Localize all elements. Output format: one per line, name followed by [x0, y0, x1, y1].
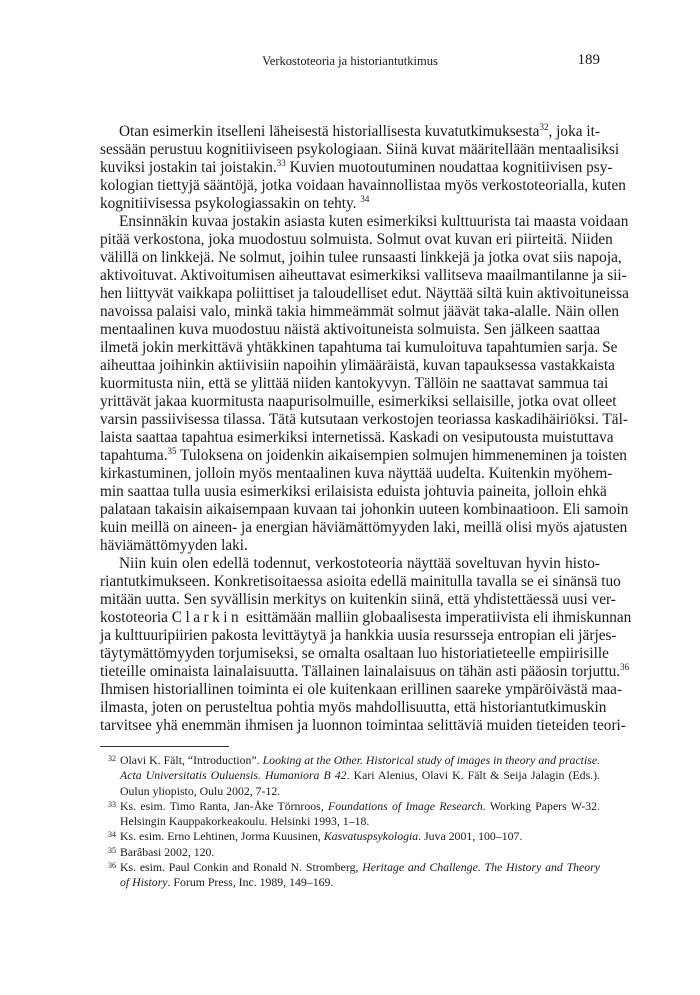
footnote-reference[interactable]: 36	[620, 662, 630, 672]
line-text: välillä on linkkejä. Ne solmut, joihin tulee runsaasti linkkejä ja jotka ovat siis napoja,	[100, 249, 622, 266]
footnote-reference[interactable]: 35	[167, 446, 177, 456]
text-line	[100, 339, 618, 357]
footnote-line	[120, 814, 600, 829]
line-text: ilmasta, joten on perusteltua pohtia myös mahdollisuutta, että historiantutkimuskin	[100, 699, 607, 716]
text-line	[100, 158, 613, 177]
line-text: laista saattaa tapahtua esimerkiksi internetissä. Kaskadi on vesiputousta muistuttava	[100, 429, 614, 446]
line-text: min saattaa tulla uusia esimerkiksi erilaisista eduista johtuvia paineita, jolloin ehkä	[100, 483, 607, 500]
citation-text: Ks. esim. Paul Conkin and Ronald N. Stromberg,	[120, 860, 363, 875]
footnote-separator	[100, 746, 229, 747]
footnote-line	[120, 875, 600, 890]
citation-text: Ks. esim. Erno Lehtinen, Jorma Kuusinen,	[120, 829, 324, 844]
footnote-number: 36	[108, 861, 116, 871]
line-text: häviämättömyyden laki.	[100, 537, 248, 554]
citation-text: Olavi K. Fält, “Introduction”.	[120, 753, 263, 767]
text-line	[100, 555, 600, 573]
footnote-number: 34	[108, 830, 116, 840]
footnote-33	[100, 799, 600, 830]
text-line	[100, 231, 613, 249]
line-text: pitää verkostona, joka muodostuu solmuista. Solmut ovat kuvan eri piirteitä. Niiden	[100, 231, 613, 248]
line-text: kologian tiettyjä sääntöjä, jotka voidaan havainnollistaa myös verkostoteorialla, kuten	[100, 177, 626, 194]
line-text: mentaalinen kuva muodostuu näistä aktivoituneista solmuista. Sen jälkeen saattaa	[100, 321, 601, 338]
line-text: kostoteoria	[100, 609, 172, 626]
text-line	[100, 177, 626, 195]
line-text: Niin kuin olen edellä todennut, verkostoteoria näyttää soveltuvan hyvin histo-	[119, 555, 600, 572]
footnote-32	[100, 753, 600, 799]
spaced-name: Clarkin	[171, 609, 243, 626]
citation-text: Ks. esim. Timo Ranta, Jan-Åke Törnroos,	[120, 798, 329, 813]
citation-title: Kasvatuspsykologia	[323, 829, 419, 844]
citation-text: . Forum Press, Inc. 1989, 149–169.	[167, 875, 334, 890]
line-text: palataan takaisin aikaisempaan kuvaan tai johonkin uuteen kombinaatioon. Eli samoin	[100, 501, 629, 518]
text-line	[100, 195, 600, 213]
footnotes	[100, 753, 600, 891]
footnote-line	[120, 860, 600, 875]
text-line	[100, 446, 627, 465]
text-line	[100, 321, 600, 339]
text-line	[100, 141, 620, 159]
line-text: hen liittyvät vaikkapa poliittiset ja taloudelliset edut. Näyttää siltä kuin aktivoituneissa	[100, 285, 629, 302]
citation-title: Foundations of Image Research.	[328, 798, 486, 813]
line-text: ja kulttuuripiirien pakosta levittäytyä ja hankkia uusia resursseja entropian eli järjes-	[100, 627, 617, 644]
text-line	[100, 285, 629, 303]
citation-text: . Juva 2001, 100–107.	[418, 829, 523, 844]
line-text: Kuvien muotoutuminen noudattaa kognitiivisen psy-	[285, 159, 613, 176]
line-text: kuviksi jostakin tai joistakin.	[100, 159, 277, 176]
text-line	[100, 483, 607, 501]
text-line	[100, 573, 621, 591]
citation-title: of History	[120, 875, 168, 890]
text-line	[100, 537, 600, 555]
footnote-number: 33	[108, 799, 116, 809]
running-title: Verkostoteoria ja historiantutkimus	[262, 54, 438, 68]
citation-title: Heritage and Challenge. The History and Theory	[362, 860, 601, 875]
footnote-reference[interactable]: 34	[360, 194, 370, 204]
text-line	[100, 375, 609, 393]
text-line	[100, 465, 613, 483]
line-text: täytymättömyyden torjumiseksi, se omalta osaltaan luo historiatieteelle empiirisille	[100, 645, 609, 662]
text-line	[100, 213, 629, 231]
line-text: mitään uutta. Sen syvällisin merkitys on kuitenkin siinä, että yhdistettäessä uusi ver-	[100, 591, 616, 608]
line-text: kuormitusta niin, että se ylittää niiden kantokyvyn. Tällöin ne saattavat sammua tai	[100, 375, 609, 392]
text-line	[100, 699, 607, 717]
line-text: kirkastuminen, jolloin myös mentaalinen kuva näyttää uudelta. Kuitenkin myöhem-	[100, 465, 613, 482]
text-line	[100, 411, 628, 429]
citation-text: Helsingin Kauppakorkeakoulu. Helsinki 1993, 1–18.	[120, 814, 370, 829]
citation-title: Acta Universitatis Ouluensis. Humaniora B 42	[120, 768, 347, 783]
line-text: tapahtuma.	[100, 447, 168, 464]
text-line	[100, 393, 617, 411]
text-line	[100, 267, 627, 285]
footnote-34	[100, 829, 600, 844]
line-text: , joka it-	[548, 123, 600, 140]
line-text: aiheuttaa joihinkin aktiivisiin napoihin ylimääräistä, kuvan tapauksessa vastakkaista	[100, 357, 615, 374]
footnote-35	[100, 845, 600, 860]
text-line	[100, 645, 609, 663]
citation-text: Oulun yliopisto, Oulu 2002, 7-12.	[120, 783, 281, 798]
text-line	[100, 662, 630, 681]
line-text: tarvitsee yhä enemmän ihmisen ja luonnon toimintaa selittäviä muiden tieteiden teori-	[100, 717, 626, 734]
citation-text: Barâbasi 2002, 120.	[120, 844, 215, 859]
line-text: kognitiivisessa psykologiassakin on tehty.	[100, 195, 361, 212]
footnote-36	[100, 860, 600, 891]
text-line	[100, 357, 615, 375]
line-text: Ensinnäkin kuvaa jostakin asiasta kuten esimerkiksi kulttuurista tai maasta voidaan	[119, 213, 629, 230]
page-number: 189	[577, 52, 600, 68]
text-line	[100, 591, 616, 609]
running-header	[100, 52, 600, 72]
line-text: yrittävät jakaa kuormitusta naapurisolmuille, esimerkiksi sellaisille, jotka ovat olleet	[100, 393, 617, 410]
line-text: ilmetä jokin merkittävä yhtäkkinen tapahtuma tai kumuloituva tapahtumien sarja. Se	[100, 339, 618, 356]
line-text: navoissa palaisi valo, minkä takia himmeämmät solmut jäävät taka-alalle. Näin ollen	[100, 303, 620, 320]
footnote-line	[120, 845, 600, 860]
text-line	[100, 249, 622, 267]
line-text: Otan esimerkin itselleni läheisestä historiallisesta kuvatutkimuksesta	[119, 123, 540, 140]
citation-title: Looking at the Other. Historical study of images in theory and practise.	[262, 753, 601, 767]
text-line	[100, 627, 617, 645]
line-text: Ihmisen historiallinen toiminta ei ole kuitenkaan erillinen saareke ympäröivästä maa-	[100, 681, 623, 698]
footnote-line	[120, 829, 600, 844]
footnote-line	[120, 799, 600, 814]
footnote-line	[120, 784, 600, 799]
line-text: Tuloksena on joidenkin aikaisempien solmujen himmeneminen ja toisten	[176, 447, 627, 464]
footnote-line	[120, 768, 600, 783]
text-line	[100, 609, 632, 627]
line-text: tieteille ominaista lainalaisuutta. Tällainen lainalaisuus on tähän asti pääosin torjuttu.	[100, 663, 621, 680]
citation-text: . Kari Alenius, Olavi K. Fält & Seija Jalagin (Eds.).	[346, 768, 600, 783]
line-text: sessään perustuu kognitiiviseen psykologiaan. Siinä kuvat määritellään mentaalisiksi	[100, 141, 620, 158]
footnote-reference[interactable]: 33	[276, 158, 286, 168]
line-text: aktivoituvat. Aktivoitumisen aiheuttavat esimerkiksi vallitseva maailmantilanne ja sii-	[100, 267, 627, 284]
body-text	[100, 122, 632, 735]
line-text: kuin meillä on aineen- ja energian häviämättömyyden laki, meillä olisi myös ajatusten	[100, 519, 628, 536]
citation-text: Working Papers W-32.	[485, 798, 600, 813]
footnote-line	[120, 753, 600, 768]
footnote-number: 32	[108, 754, 116, 763]
line-text: varsin passiivisessa tilassa. Tätä kutsutaan verkostojen teoriassa kaskadihäiriöksi. Täl-	[100, 411, 628, 428]
text-line	[100, 717, 626, 735]
footnote-number: 35	[108, 845, 116, 855]
footnote-reference[interactable]: 32	[539, 122, 549, 132]
text-line	[100, 681, 623, 699]
text-line	[100, 519, 628, 537]
line-text: esittämään malliin globaalisesta imperatiivista eli ihmiskunnan	[242, 609, 632, 626]
line-text: riantutkimukseen. Konkretisoitaessa asioita edellä mainitulla tavalla se ei sinänsä tuo	[100, 573, 621, 590]
text-line	[100, 123, 600, 141]
text-line	[100, 303, 620, 321]
text-line	[100, 429, 614, 447]
text-line	[100, 501, 629, 519]
